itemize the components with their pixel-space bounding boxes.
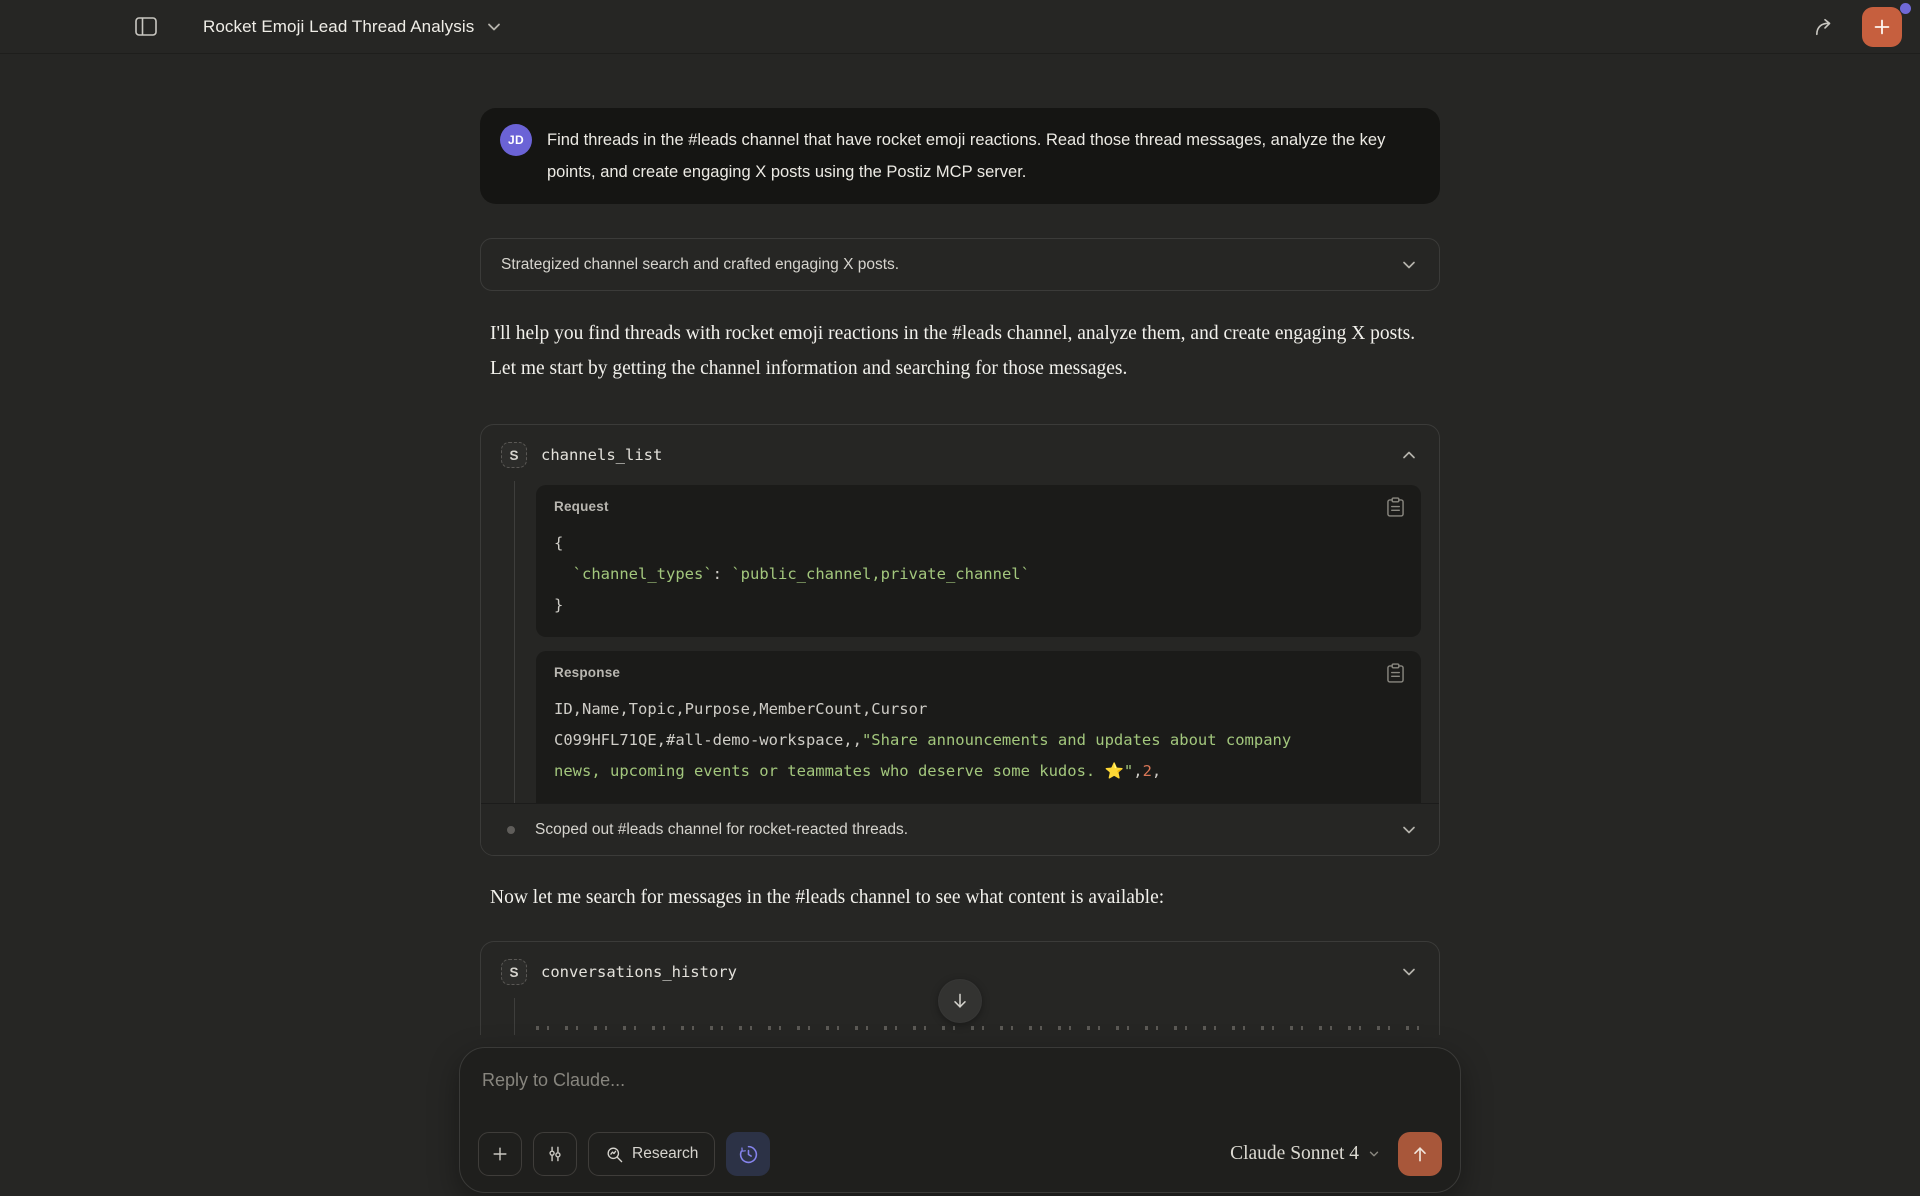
arrow-down-icon (950, 991, 970, 1011)
tool-rail-line (514, 481, 515, 803)
model-name: Claude Sonnet 4 (1230, 1143, 1359, 1164)
clock-icon (738, 1144, 759, 1165)
attach-button[interactable] (478, 1132, 522, 1176)
model-selector[interactable] (1230, 1143, 1381, 1165)
plus-icon (490, 1144, 510, 1164)
tool-call-body (481, 485, 1439, 803)
sliders-icon (545, 1144, 565, 1164)
response-label: Response (554, 665, 621, 680)
user-message (480, 108, 1440, 204)
reply-input[interactable]: Reply to Claude... (482, 1070, 626, 1090)
request-code: { `channel_types`: `public_channel,private_channel` } (554, 534, 1030, 614)
tool-step-toggle[interactable] (481, 803, 1439, 855)
thinking-summary-label: Strategized channel search and crafted engaging X posts. (501, 255, 900, 273)
tool-call-header[interactable] (481, 425, 1439, 485)
top-bar (0, 0, 1920, 54)
page-title: Rocket Emoji Lead Thread Analysis (203, 16, 475, 36)
share-arrow-icon (1814, 17, 1836, 37)
conversation (480, 108, 1440, 1035)
response-code: ID,Name,Topic,Purpose,MemberCount,Cursor C099HFL71QE,#all-demo-workspace,,"Share announcements and updates about company news, upcoming events or teammates who deserve some kudos. ⭐",2, (554, 700, 1292, 780)
chevron-down-icon (1367, 1147, 1381, 1161)
share-button[interactable] (1810, 12, 1840, 42)
research-label: Research (632, 1145, 699, 1162)
send-button[interactable] (1398, 1132, 1442, 1176)
history-button[interactable] (726, 1132, 770, 1176)
composer-toolbar (478, 1132, 1442, 1176)
sidebar-panel-icon (135, 17, 157, 36)
assistant-paragraph: Now let me search for messages in the #leads channel to see what content is available: (490, 887, 1165, 908)
thinking-summary-toggle[interactable] (480, 238, 1440, 291)
tool-call-channels-list (480, 424, 1440, 856)
response-box (536, 651, 1421, 803)
new-chat-button[interactable] (1862, 7, 1902, 47)
clipboard-icon (1387, 497, 1404, 517)
user-message-text: Find threads in the #leads channel that have rocket emoji reactions. Read those thread messages, analyze the key points, and create engaging X posts using the Postiz MCP server. (547, 131, 1386, 181)
research-magnifier-icon (605, 1145, 624, 1164)
plus-icon (1871, 16, 1893, 38)
research-button[interactable] (588, 1132, 715, 1176)
avatar: JD (500, 124, 532, 156)
topbar-actions (1810, 7, 1902, 47)
chevron-up-icon (1399, 445, 1419, 465)
tool-name: conversations_history (541, 963, 737, 981)
request-label: Request (554, 499, 609, 514)
chevron-down-icon (1399, 962, 1419, 982)
tools-button[interactable] (533, 1132, 577, 1176)
chevron-down-icon (1399, 820, 1419, 840)
notification-dot (1900, 3, 1911, 14)
scroll-to-bottom-button[interactable] (938, 979, 982, 1023)
chevron-down-icon (484, 17, 504, 37)
copy-response-button[interactable] (1387, 663, 1407, 685)
assistant-paragraph: I'll help you find threads with rocket emoji reactions in the #leads channel, analyze them, and create engaging X posts. Let me start by getting the channel information and searching for those messages. (490, 323, 1416, 379)
step-bullet-icon (507, 826, 515, 834)
chevron-down-icon (1399, 255, 1419, 275)
slack-server-badge: S (501, 959, 527, 985)
request-box (536, 485, 1421, 637)
tool-name: channels_list (541, 446, 663, 464)
chat-title-dropdown[interactable] (203, 17, 504, 37)
copy-request-button[interactable] (1387, 497, 1407, 519)
tool-step-label: Scoped out #leads channel for rocket-reacted threads. (535, 820, 909, 838)
arrow-up-icon (1410, 1144, 1430, 1164)
slack-server-badge: S (501, 442, 527, 468)
clipboard-icon (1387, 663, 1404, 683)
composer (459, 1047, 1461, 1193)
truncated-content (536, 1026, 1419, 1030)
tool-rail-line (514, 998, 515, 1035)
sidebar-toggle-button[interactable] (131, 12, 161, 42)
